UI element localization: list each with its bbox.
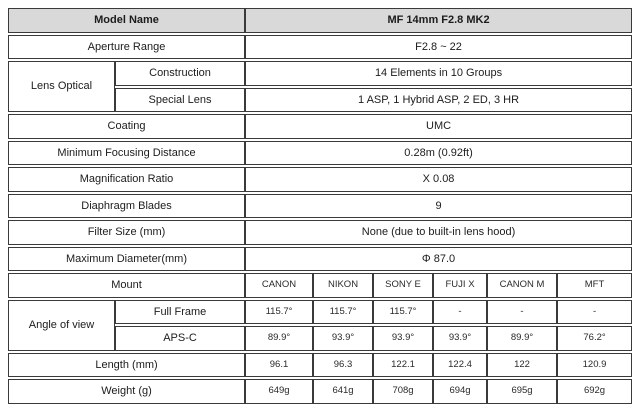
special-lens-label: Special Lens	[115, 88, 245, 113]
full-frame-value-sony-e: 115.7°	[373, 300, 433, 325]
aps-c-label: APS-C	[115, 326, 245, 351]
length-value-nikon: 96.3	[313, 353, 373, 378]
aps-c-value-canon-m: 89.9°	[487, 326, 557, 351]
magnification-ratio-label: Magnification Ratio	[8, 167, 245, 192]
full-frame-value-canon-m: -	[487, 300, 557, 325]
row-magnification-ratio	[8, 167, 632, 192]
full-frame-label: Full Frame	[115, 300, 245, 325]
row-aperture-range	[8, 35, 632, 60]
row-filter-size	[8, 220, 632, 245]
full-frame-value-nikon: 115.7°	[313, 300, 373, 325]
aps-c-value-canon: 89.9°	[245, 326, 313, 351]
weight-value-mft: 692g	[557, 379, 632, 404]
construction-value: 14 Elements in 10 Groups	[245, 61, 632, 86]
angle-of-view-label: Angle of view	[8, 300, 115, 351]
row-diaphragm-blades	[8, 194, 632, 219]
row-length	[8, 353, 632, 378]
mount-column-nikon: NIKON	[313, 273, 373, 298]
row-maximum-diameter	[8, 247, 632, 272]
aps-c-value-fuji-x: 93.9°	[433, 326, 487, 351]
row-lens-optical-construction	[8, 61, 632, 86]
row-min-focus-distance	[8, 141, 632, 166]
special-lens-value: 1 ASP, 1 Hybrid ASP, 2 ED, 3 HR	[245, 88, 632, 113]
full-frame-value-canon: 115.7°	[245, 300, 313, 325]
length-label: Length (mm)	[8, 353, 245, 378]
diaphragm-blades-value: 9	[245, 194, 632, 219]
model-name-label: Model Name	[8, 8, 245, 33]
aps-c-value-mft: 76.2°	[557, 326, 632, 351]
weight-value-canon: 649g	[245, 379, 313, 404]
maximum-diameter-value: Φ 87.0	[245, 247, 632, 272]
row-mount-header	[8, 273, 632, 298]
diaphragm-blades-label: Diaphragm Blades	[8, 194, 245, 219]
lens-optical-label: Lens Optical	[8, 61, 115, 112]
maximum-diameter-label: Maximum Diameter(mm)	[8, 247, 245, 272]
model-name-value: MF 14mm F2.8 MK2	[245, 8, 632, 33]
magnification-ratio-value: X 0.08	[245, 167, 632, 192]
aperture-range-label: Aperture Range	[8, 35, 245, 60]
mount-column-canon: CANON	[245, 273, 313, 298]
length-value-fuji-x: 122.4	[433, 353, 487, 378]
row-weight	[8, 379, 632, 404]
length-value-mft: 120.9	[557, 353, 632, 378]
filter-size-label: Filter Size (mm)	[8, 220, 245, 245]
full-frame-value-fuji-x: -	[433, 300, 487, 325]
lens-spec-table	[8, 6, 632, 406]
filter-size-value: None (due to built-in lens hood)	[245, 220, 632, 245]
aperture-range-value: F2.8 ~ 22	[245, 35, 632, 60]
weight-value-sony-e: 708g	[373, 379, 433, 404]
weight-value-fuji-x: 694g	[433, 379, 487, 404]
min-focus-distance-label: Minimum Focusing Distance	[8, 141, 245, 166]
aps-c-value-sony-e: 93.9°	[373, 326, 433, 351]
mount-column-fuji-x: FUJI X	[433, 273, 487, 298]
row-coating	[8, 114, 632, 139]
row-model-name	[8, 8, 632, 33]
weight-value-nikon: 641g	[313, 379, 373, 404]
mount-column-canon-m: CANON M	[487, 273, 557, 298]
length-value-canon-m: 122	[487, 353, 557, 378]
coating-label: Coating	[8, 114, 245, 139]
mount-column-sony-e: SONY E	[373, 273, 433, 298]
full-frame-value-mft: -	[557, 300, 632, 325]
coating-value: UMC	[245, 114, 632, 139]
length-value-canon: 96.1	[245, 353, 313, 378]
length-value-sony-e: 122.1	[373, 353, 433, 378]
min-focus-distance-value: 0.28m (0.92ft)	[245, 141, 632, 166]
mount-column-mft: MFT	[557, 273, 632, 298]
weight-label: Weight (g)	[8, 379, 245, 404]
row-angle-full-frame	[8, 300, 632, 325]
mount-label: Mount	[8, 273, 245, 298]
aps-c-value-nikon: 93.9°	[313, 326, 373, 351]
weight-value-canon-m: 695g	[487, 379, 557, 404]
construction-label: Construction	[115, 61, 245, 86]
